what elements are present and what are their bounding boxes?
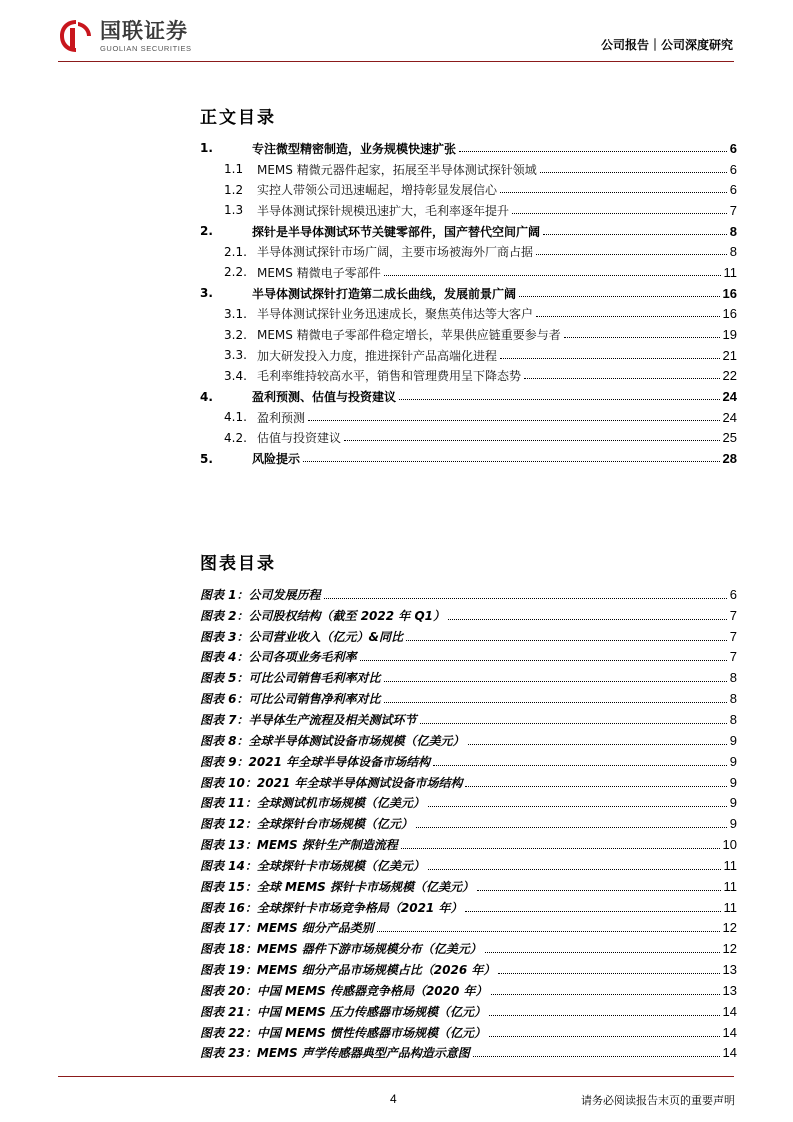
- dot-leader: [500, 358, 720, 359]
- figure-entry-page: 10: [722, 837, 737, 853]
- figure-entry-text: 图表 18：MEMS 器件下游市场规模分布（亿美元）: [200, 942, 482, 957]
- toc-entry[interactable]: [200, 448, 737, 469]
- dot-leader: [500, 192, 727, 193]
- figure-entry-page: 9: [729, 732, 737, 748]
- toc-entry-number: 4.2.: [224, 430, 247, 445]
- figure-entry-page: 9: [729, 816, 737, 832]
- toc-entry-page: 6: [729, 182, 737, 198]
- dot-leader: [491, 994, 720, 995]
- toc-entry-page: 16: [722, 306, 737, 322]
- dot-leader: [308, 420, 720, 421]
- figure-entry-page: 13: [722, 962, 737, 978]
- toc-entry-number: 2.1.: [224, 244, 247, 259]
- toc-entry-text: 加大研发投入力度，推进探针产品高端化进程: [257, 348, 498, 363]
- figure-entry-page: 8: [729, 711, 737, 727]
- figure-entry-text: 图表 2：公司股权结构（截至 2022 年 Q1）: [200, 608, 446, 623]
- dot-leader: [477, 890, 721, 891]
- dot-leader: [468, 744, 727, 745]
- dot-leader: [384, 702, 727, 703]
- figure-entry-text: 图表 5：可比公司销售毛利率对比: [200, 671, 381, 686]
- dot-leader: [433, 765, 727, 766]
- dot-leader: [377, 931, 720, 932]
- figure-entry[interactable]: [200, 751, 737, 772]
- toc-entry-number: 3.2.: [224, 327, 247, 342]
- figure-entry[interactable]: [200, 1043, 737, 1064]
- dot-leader: [564, 337, 720, 338]
- toc-entry-number: 1.3: [224, 203, 244, 218]
- toc-entry-page: 8: [729, 244, 737, 260]
- toc-entry-number: 3.3.: [224, 348, 247, 363]
- toc-entry[interactable]: [200, 304, 737, 325]
- toc-entry[interactable]: [200, 428, 737, 449]
- toc-entry-text: 探针是半导体测试环节关键零部件，国产替代空间广阔: [252, 224, 541, 239]
- dot-leader: [543, 234, 727, 235]
- toc-entry-page: 24: [722, 409, 737, 425]
- figure-entry-text: 图表 15：全球 MEMS 探针卡市场规模（亿美元）: [200, 879, 474, 894]
- dot-leader: [536, 254, 727, 255]
- dot-leader: [399, 399, 720, 400]
- figure-entry-page: 14: [722, 1045, 737, 1061]
- toc-title: 正文目录: [200, 108, 276, 128]
- dot-leader: [536, 316, 720, 317]
- figure-entry[interactable]: [200, 772, 737, 793]
- figure-entry-page: 11: [723, 857, 737, 873]
- toc-entry-text: 风险提示: [252, 452, 301, 467]
- toc-entry-number: 4.: [200, 389, 213, 404]
- figure-entry[interactable]: [200, 980, 737, 1001]
- figure-entry-page: 9: [729, 774, 737, 790]
- header-divider: [58, 61, 734, 62]
- table-of-contents: [200, 138, 737, 469]
- toc-entry-page: 6: [729, 161, 737, 177]
- toc-entry-text: 半导体测试探针市场广阔，主要市场被海外厂商占据: [257, 245, 534, 260]
- figure-entry-page: 14: [722, 1024, 737, 1040]
- toc-entry[interactable]: [200, 179, 737, 200]
- toc-entry-page: 16: [722, 285, 737, 301]
- figure-entry-text: 图表 12：全球探针台市场规模（亿元）: [200, 817, 413, 832]
- toc-entry-text: 半导体测试探针规模迅速扩大，毛利率逐年提升: [257, 203, 510, 218]
- toc-entry-number: 3.4.: [224, 368, 247, 383]
- figure-entry-page: 13: [722, 982, 737, 998]
- dot-leader: [465, 786, 726, 787]
- figure-entry-text: 图表 1：公司发展历程: [200, 587, 321, 602]
- list-of-figures-title: 图表目录: [200, 554, 276, 574]
- figure-entry[interactable]: [200, 605, 737, 626]
- toc-entry[interactable]: [200, 159, 737, 180]
- company-logo: [58, 18, 192, 54]
- toc-entry-page: 22: [722, 368, 737, 384]
- figure-entry-page: 6: [729, 586, 737, 602]
- dot-leader: [384, 275, 721, 276]
- toc-entry-text: 实控人带领公司迅速崛起，增持彰显发展信心: [257, 183, 498, 198]
- dot-leader: [324, 598, 727, 599]
- dot-leader: [420, 723, 727, 724]
- figure-entry-text: 图表 8：全球半导体测试设备市场规模（亿美元）: [200, 733, 465, 748]
- dot-leader: [406, 640, 727, 641]
- toc-entry[interactable]: [200, 386, 737, 407]
- figure-entry-page: 8: [729, 670, 737, 686]
- toc-entry-text: 毛利率维持较高水平，销售和管理费用呈下降态势: [257, 369, 522, 384]
- toc-entry-text: 盈利预测: [257, 410, 306, 425]
- page-header: [0, 0, 793, 70]
- figure-entry[interactable]: [200, 709, 737, 730]
- toc-entry-text: 半导体测试探针打造第二成长曲线，发展前景广阔: [252, 286, 517, 301]
- dot-leader: [489, 1036, 720, 1037]
- figure-entry-text: 图表 13：MEMS 探针生产制造流程: [200, 838, 398, 853]
- dot-leader: [498, 973, 719, 974]
- figure-entry-text: 图表 20：中国 MEMS 传感器竞争格局（2020 年）: [200, 983, 488, 998]
- toc-entry-page: 28: [722, 451, 737, 467]
- figure-entry[interactable]: [200, 1022, 737, 1043]
- toc-entry-page: 24: [722, 389, 737, 405]
- dot-leader: [524, 378, 720, 379]
- toc-entry[interactable]: [200, 324, 737, 345]
- toc-entry-number: 2.: [200, 224, 213, 239]
- figure-entry-text: 图表 10：2021 年全球半导体测试设备市场结构: [200, 775, 463, 790]
- figure-entry[interactable]: [200, 959, 737, 980]
- figure-entry-text: 图表 14：全球探针卡市场规模（亿美元）: [200, 858, 425, 873]
- report-type-label: 公司报告｜公司深度研究: [600, 38, 733, 52]
- figure-entry[interactable]: [200, 584, 737, 605]
- dot-leader: [344, 440, 720, 441]
- toc-entry-number: 2.2.: [224, 265, 247, 280]
- figure-entry-page: 7: [729, 607, 737, 623]
- figure-entry[interactable]: [200, 897, 737, 918]
- figure-entry-text: 图表 3：公司营业收入（亿元）&同比: [200, 629, 403, 644]
- dot-leader: [465, 911, 720, 912]
- toc-entry-number: 3.: [200, 286, 213, 301]
- toc-entry-number: 1.: [200, 141, 213, 156]
- figure-entry[interactable]: [200, 834, 737, 855]
- footer-divider: [58, 1076, 734, 1077]
- toc-entry[interactable]: [200, 407, 737, 428]
- figure-entry[interactable]: [200, 1001, 737, 1022]
- figure-entry-page: 11: [723, 899, 737, 915]
- dot-leader: [519, 296, 720, 297]
- dot-leader: [473, 1056, 720, 1057]
- toc-entry[interactable]: [200, 283, 737, 304]
- figure-entry[interactable]: [200, 688, 737, 709]
- toc-entry-number: 3.1.: [224, 306, 247, 321]
- figure-entry-text: 图表 19：MEMS 细分产品市场规模占比（2026 年）: [200, 963, 496, 978]
- toc-entry-text: 半导体测试探针业务迅速成长，聚焦英伟达等大客户: [257, 307, 534, 322]
- dot-leader: [448, 619, 727, 620]
- figure-entry[interactable]: [200, 647, 737, 668]
- page-number: 4: [390, 1092, 397, 1106]
- toc-entry[interactable]: [200, 221, 737, 242]
- toc-entry[interactable]: [200, 345, 737, 366]
- dot-leader: [384, 681, 727, 682]
- figure-entry-page: 7: [729, 649, 737, 665]
- toc-entry-page: 6: [729, 140, 737, 156]
- dot-leader: [485, 952, 720, 953]
- dot-leader: [428, 869, 721, 870]
- figure-entry[interactable]: [200, 667, 737, 688]
- figure-entry-text: 图表 21：中国 MEMS 压力传感器市场规模（亿元）: [200, 1004, 486, 1019]
- figure-entry-page: 12: [722, 941, 737, 957]
- logo-english-name: GUOLIAN SECURITIES: [100, 43, 192, 53]
- figure-entry-page: 14: [722, 1003, 737, 1019]
- toc-entry-page: 8: [729, 223, 737, 239]
- toc-entry[interactable]: [200, 262, 737, 283]
- toc-entry-page: 7: [729, 202, 737, 218]
- figure-entry[interactable]: [200, 918, 737, 939]
- figure-entry-text: 图表 6：可比公司销售净利率对比: [200, 692, 381, 707]
- figure-entry[interactable]: [200, 730, 737, 751]
- figure-entry-text: 图表 9：2021 年全球半导体设备市场结构: [200, 754, 431, 769]
- figure-entry[interactable]: [200, 876, 737, 897]
- figure-entry-page: 8: [729, 691, 737, 707]
- figure-entry[interactable]: [200, 626, 737, 647]
- figure-entry-text: 图表 16：全球探针卡市场竞争格局（2021 年）: [200, 900, 463, 915]
- toc-entry-text: MEMS 精微元器件起家，拓展至半导体测试探针领域: [257, 162, 537, 177]
- guolian-logo-icon: [58, 18, 94, 54]
- toc-entry-page: 25: [722, 430, 737, 446]
- dot-leader: [489, 1015, 720, 1016]
- figure-entry-text: 图表 11：全球测试机市场规模（亿美元）: [200, 796, 425, 811]
- toc-entry-number: 1.2: [224, 182, 244, 197]
- figure-entry-text: 图表 23：MEMS 声学传感器典型产品构造示意图: [200, 1046, 470, 1061]
- figure-entry[interactable]: [200, 855, 737, 876]
- list-of-figures: [200, 584, 737, 1063]
- figure-entry[interactable]: [200, 813, 737, 834]
- dot-leader: [512, 213, 727, 214]
- toc-entry-page: 21: [722, 347, 737, 363]
- figure-entry-text: 图表 22：中国 MEMS 惯性传感器市场规模（亿元）: [200, 1025, 486, 1040]
- toc-entry-number: 4.1.: [224, 410, 247, 425]
- figure-entry-page: 9: [729, 795, 737, 811]
- figure-entry-text: 图表 4：公司各项业务毛利率: [200, 650, 357, 665]
- footer-disclaimer: 请务必阅读报告末页的重要声明: [581, 1094, 735, 1107]
- dot-leader: [360, 660, 727, 661]
- dot-leader: [401, 848, 720, 849]
- toc-entry[interactable]: [200, 241, 737, 262]
- toc-entry[interactable]: [200, 366, 737, 387]
- figure-entry-page: 7: [729, 628, 737, 644]
- dot-leader: [459, 151, 727, 152]
- figure-entry-text: 图表 7：半导体生产流程及相关测试环节: [200, 712, 417, 727]
- dot-leader: [540, 172, 727, 173]
- toc-entry-text: 专注微型精密制造，业务规模快速扩张: [252, 141, 457, 156]
- toc-entry[interactable]: [200, 138, 737, 159]
- figure-entry-text: 图表 17：MEMS 细分产品类别: [200, 921, 374, 936]
- toc-entry-page: 19: [722, 327, 737, 343]
- toc-entry-text: 估值与投资建议: [257, 431, 342, 446]
- toc-entry-number: 5.: [200, 451, 213, 466]
- dot-leader: [428, 806, 727, 807]
- toc-entry-text: 盈利预测、估值与投资建议: [252, 390, 397, 405]
- figure-entry-page: 12: [722, 920, 737, 936]
- toc-entry-number: 1.1: [224, 162, 244, 177]
- dot-leader: [416, 827, 727, 828]
- figure-entry[interactable]: [200, 792, 737, 813]
- figure-entry-page: 11: [723, 878, 737, 894]
- logo-chinese-name: 国联证券: [100, 17, 188, 43]
- toc-entry-text: MEMS 精微电子零部件稳定增长，苹果供应链重要参与者: [257, 328, 561, 343]
- toc-entry[interactable]: [200, 200, 737, 221]
- toc-entry-page: 11: [723, 264, 737, 280]
- toc-entry-text: MEMS 精微电子零部件: [257, 265, 381, 280]
- figure-entry[interactable]: [200, 938, 737, 959]
- dot-leader: [303, 461, 720, 462]
- figure-entry-page: 9: [729, 753, 737, 769]
